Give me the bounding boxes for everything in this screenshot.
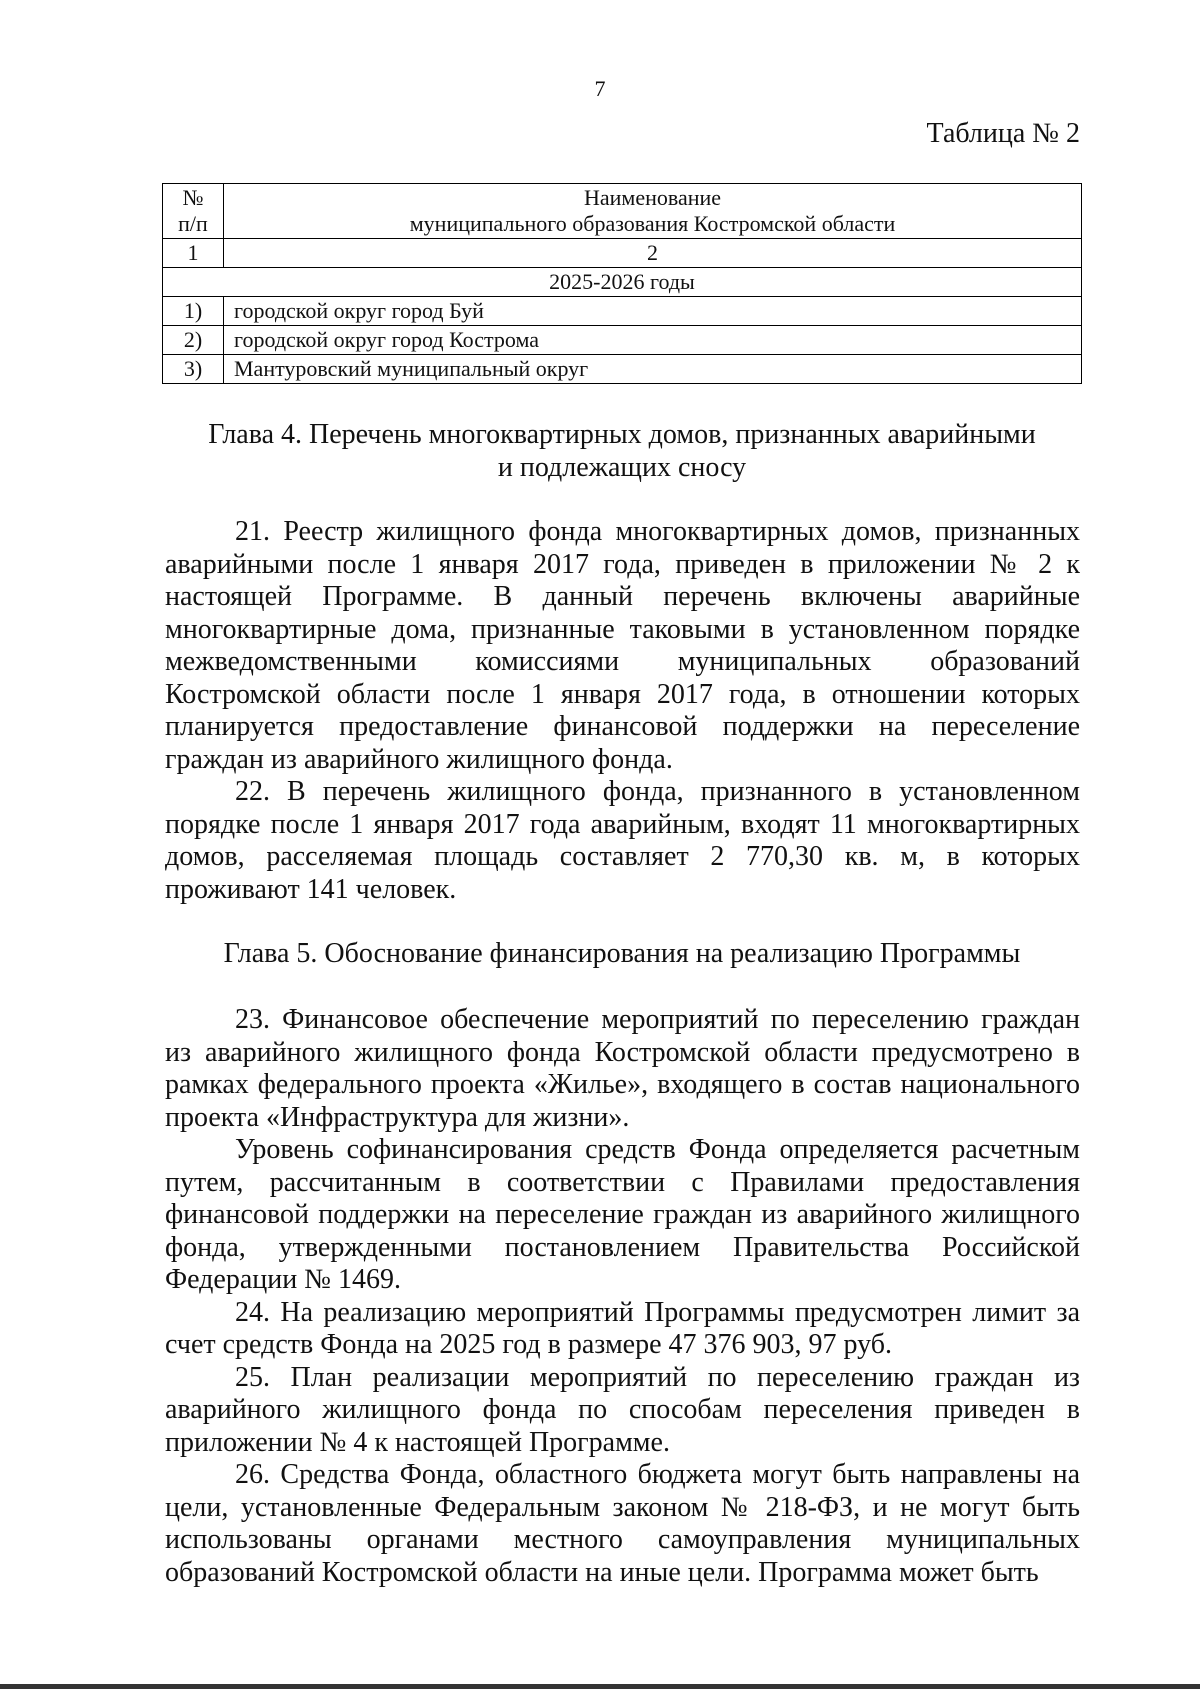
header-num-cell: [163, 184, 224, 239]
municipality-name: городской округ город Кострома: [224, 326, 1082, 355]
table-row: [163, 297, 1082, 326]
table-row: [163, 355, 1082, 384]
table-row: [163, 326, 1082, 355]
paragraph-25: 25. План реализации мероприятий по переселению граждан из аварийного жилищного фонда по способам переселения приведен в приложении № 4 к настоящей Программе.: [165, 1361, 1080, 1458]
paragraph-24: 24. На реализацию мероприятий Программы предусмотрен лимит за счет средств Фонда на 2025 год в размере 47 376 903, 97 руб.: [165, 1296, 1080, 1360]
period-row: [163, 268, 1082, 297]
chapter-4-body: [165, 516, 1080, 906]
header-name-cell: [224, 184, 1082, 239]
municipality-name: Мантуровский муниципальный округ: [224, 355, 1082, 384]
municipality-name: городской округ город Буй: [224, 297, 1082, 326]
header-num-line2: п/п: [178, 211, 208, 236]
column-index-row: [163, 239, 1082, 268]
column-index-1: 1: [163, 239, 224, 268]
municipalities-table: [162, 183, 1082, 384]
header-num-line1: №: [182, 185, 204, 210]
paragraph-21: 21. Реестр жилищного фонда многоквартирных домов, признанных аварийными после 1 января 2017 года, приведен в приложении № 2 к настоящей Программе. В данный перечень включены аварийные многоквартирные дома, признанные таковыми в установленном порядке межведомственными комиссиями муниципальных образований Костромской области после 1 января 2017 года, в отношении которых планируется предоставление финансовой поддержки на переселение граждан из аварийного жилищного фонда.: [165, 516, 1080, 775]
paragraph-22: 22. В перечень жилищного фонда, признанного в установленном порядке после 1 января 2017 года аварийным, входят 11 многоквартирных домов, расселяемая площадь составляет 2 770,30 кв. м, в которых проживают 141 человек.: [165, 776, 1080, 905]
chapter-4-title: [162, 418, 1082, 484]
row-number: 1): [163, 297, 224, 326]
row-number: 2): [163, 326, 224, 355]
chapter-5-body: [165, 1004, 1080, 1589]
paragraph-cofinancing: Уровень софинансирования средств Фонда определяется расчетным путем, рассчитанным в соответствии с Правилами предоставления финансовой поддержки на переселение граждан из аварийного жилищного фонда, утвержденными постановлением Правительства Российской Федерации № 1469.: [165, 1134, 1080, 1295]
paragraph-23: 23. Финансовое обеспечение мероприятий по переселению граждан из аварийного жилищного фонда Костромской области предусмотрено в рамках федерального проекта «Жилье», входящего в состав национального проекта «Инфраструктура для жизни».: [165, 1004, 1080, 1133]
paragraph-26: 26. Средства Фонда, областного бюджета могут быть направлены на цели, установленные Федеральным законом № 218-ФЗ, и не могут быть использованы органами местного самоуправления муниципальных образований Костромской области на иные цели. Программа может быть: [165, 1459, 1080, 1588]
chapter-4-title-line2: и подлежащих сносу: [497, 452, 747, 483]
chapter-4-title-line1: Глава 4. Перечень многоквартирных домов, признанных аварийными: [208, 419, 1036, 450]
table-caption: Таблица № 2: [926, 118, 1080, 149]
table-header-row: [163, 184, 1082, 239]
page-number: 7: [594, 76, 606, 101]
period-cell: 2025-2026 годы: [163, 268, 1082, 297]
chapter-5-title: Глава 5. Обоснование финансирования на реализацию Программы: [223, 938, 1021, 969]
column-index-2: 2: [224, 239, 1082, 268]
header-name-line2: муниципального образования Костромской области: [409, 211, 896, 236]
header-name-line1: Наименование: [583, 185, 722, 210]
row-number: 3): [163, 355, 224, 384]
scan-bottom-border: [0, 1684, 1200, 1689]
